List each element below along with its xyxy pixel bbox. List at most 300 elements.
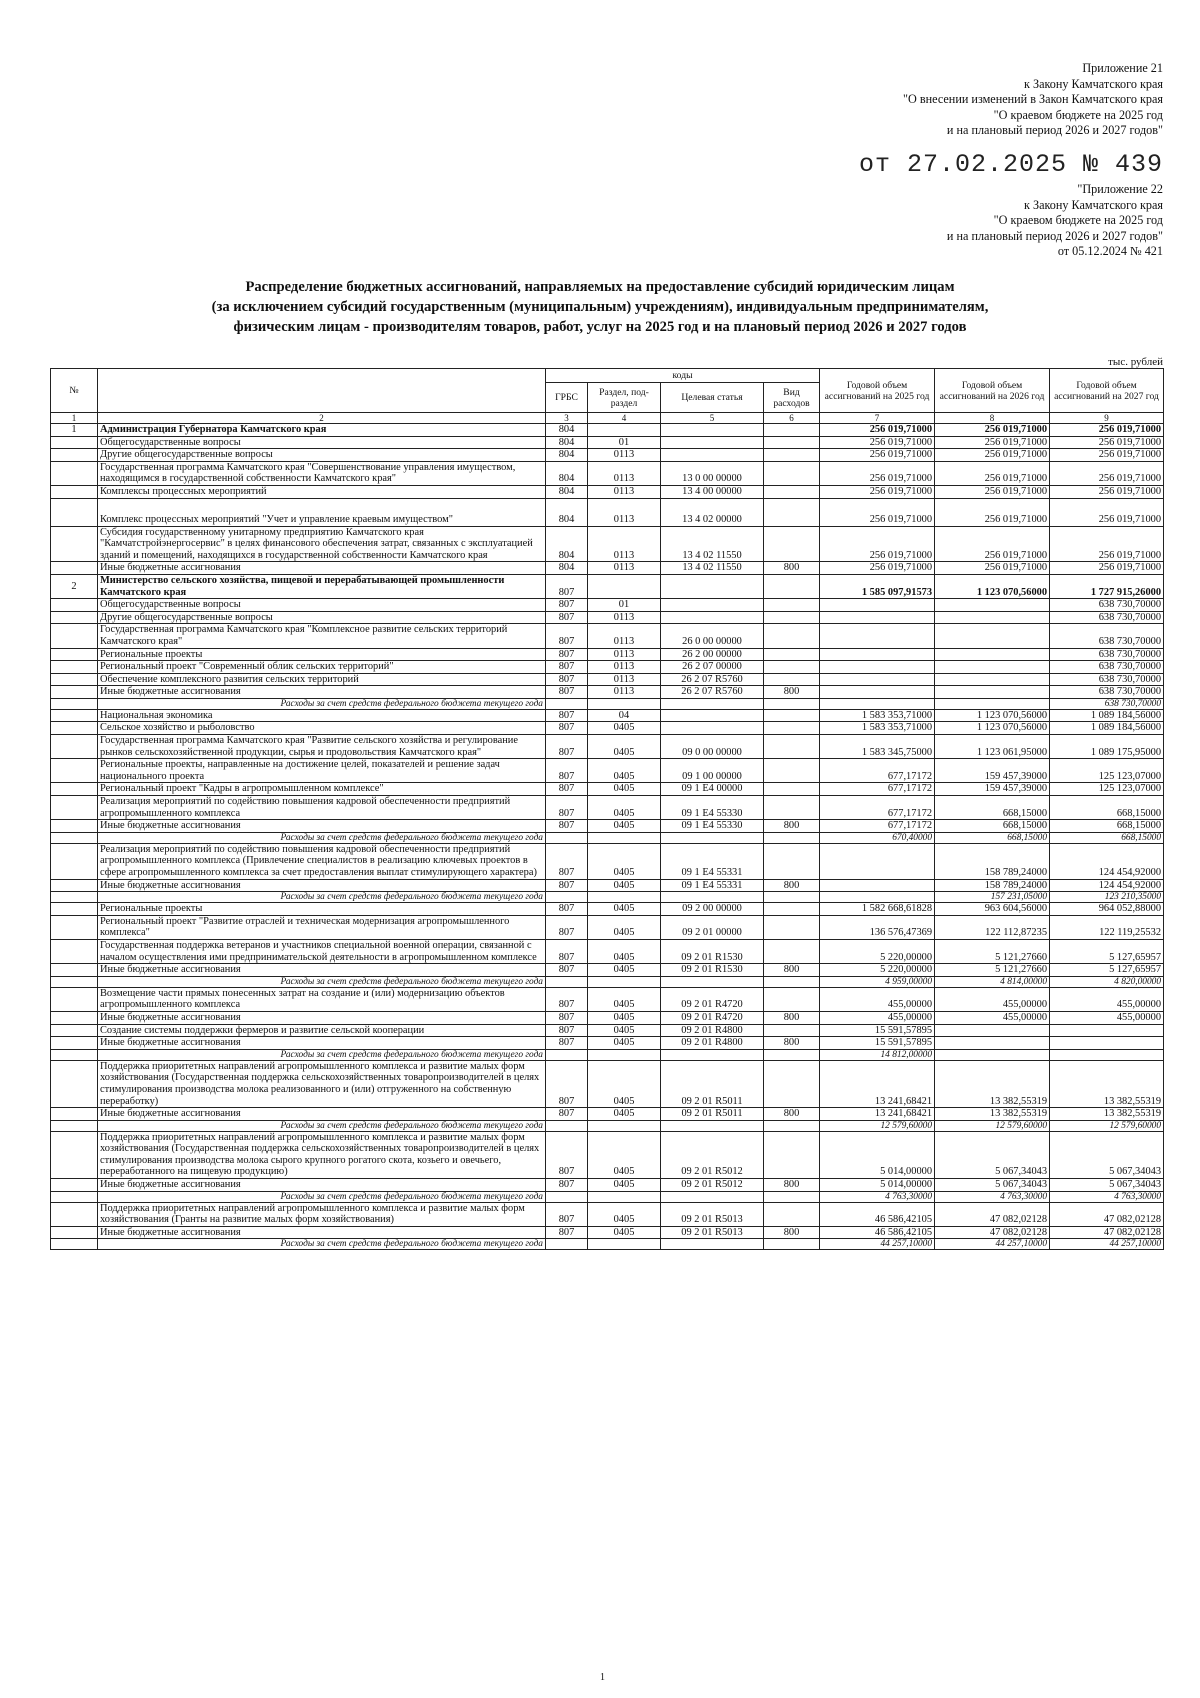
row-expense-type: 800 (764, 1011, 820, 1024)
row-section: 0405 (588, 843, 661, 879)
row-expense-type (764, 832, 820, 843)
row-target-article: 26 2 07 00000 (661, 661, 764, 674)
row-section (588, 976, 661, 987)
row-section: 0405 (588, 1037, 661, 1050)
row-target-article (661, 424, 764, 437)
table-row (51, 449, 1164, 462)
row-grbs: 807 (546, 661, 588, 674)
table-row (51, 1179, 1164, 1192)
row-amount-2025: 5 220,00000 (820, 964, 935, 977)
row-expense-type (764, 574, 820, 598)
row-grbs (546, 1120, 588, 1131)
row-grbs: 804 (546, 461, 588, 485)
row-target-article (661, 599, 764, 612)
row-amount-2027 (1050, 1037, 1164, 1050)
col-target-header: Целевая статья (661, 383, 764, 413)
title-line: физическим лицам - производителям товаров, работ, услуг на 2025 год и на плановый период 2026 и 2027 годов (233, 319, 967, 335)
row-amount-2027: 5 067,34043 (1050, 1131, 1164, 1178)
row-amount-2026: 47 082,02128 (935, 1202, 1050, 1226)
row-number: 1 (51, 424, 98, 437)
row-number (51, 1037, 98, 1050)
row-amount-2026: 1 123 061,95000 (935, 735, 1050, 759)
row-amount-2025: 15 591,57895 (820, 1037, 935, 1050)
appendix-line: Приложение 21 (1082, 61, 1163, 75)
column-number: 7 (820, 413, 935, 424)
row-amount-2025: 13 241,68421 (820, 1108, 935, 1121)
row-amount-2026 (935, 648, 1050, 661)
row-section (588, 1191, 661, 1202)
row-section: 0405 (588, 987, 661, 1011)
prev-appendix-line: от 05.12.2024 № 421 (1057, 244, 1163, 259)
appendix-line: и на плановый период 2026 и 2027 годов" (946, 123, 1163, 138)
row-target-article: 09 2 01 R4720 (661, 987, 764, 1011)
row-expense-type (764, 722, 820, 735)
row-section: 0405 (588, 1060, 661, 1107)
table-row (51, 1011, 1164, 1024)
table-row (51, 686, 1164, 699)
row-amount-2027: 964 052,88000 (1050, 903, 1164, 916)
row-section: 0405 (588, 796, 661, 820)
row-section: 0405 (588, 915, 661, 939)
table-row (51, 599, 1164, 612)
row-amount-2027: 122 119,25532 (1050, 915, 1164, 939)
row-section: 0113 (588, 661, 661, 674)
row-amount-2026: 668,15000 (935, 832, 1050, 843)
row-number (51, 1049, 98, 1060)
row-amount-2027: 256 019,71000 (1050, 449, 1164, 462)
row-grbs (546, 892, 588, 903)
table-row (51, 1037, 1164, 1050)
table-row (51, 436, 1164, 449)
row-target-article: 13 0 00 00000 (661, 461, 764, 485)
column-number: 4 (588, 413, 661, 424)
col-name-header (98, 369, 546, 413)
row-name: Расходы за счет средств федерального бюджета текущего года (98, 698, 546, 709)
row-amount-2026: 1 123 070,56000 (935, 709, 1050, 722)
row-expense-type (764, 498, 820, 526)
row-expense-type (764, 526, 820, 562)
table-row (51, 424, 1164, 437)
federal-budget-row (51, 698, 1164, 709)
row-number (51, 987, 98, 1011)
row-amount-2026: 5 121,27660 (935, 939, 1050, 963)
federal-budget-row (51, 1120, 1164, 1131)
row-target-article: 09 2 01 R1530 (661, 964, 764, 977)
table-row (51, 1060, 1164, 1107)
row-number (51, 843, 98, 879)
row-amount-2025: 455,00000 (820, 1011, 935, 1024)
row-amount-2025: 1 582 668,61828 (820, 903, 935, 916)
row-amount-2027: 125 123,07000 (1050, 783, 1164, 796)
row-target-article (661, 709, 764, 722)
row-grbs: 807 (546, 624, 588, 648)
row-number (51, 599, 98, 612)
table-row (51, 648, 1164, 661)
row-name: Субсидия государственному унитарному предприятию Камчатского края "Камчатстройэнергосервис" в целях финансового обеспечения затрат, связанных с эксплуатацией зданий и помещений, находящихся в государственной собственности Камчатского края (98, 526, 546, 562)
row-target-article (661, 892, 764, 903)
table-row (51, 673, 1164, 686)
row-amount-2026 (935, 1049, 1050, 1060)
row-number (51, 461, 98, 485)
row-amount-2027: 455,00000 (1050, 1011, 1164, 1024)
row-amount-2025 (820, 599, 935, 612)
column-number: 5 (661, 413, 764, 424)
prev-appendix-line: к Закону Камчатского края (1024, 197, 1163, 212)
row-name: Расходы за счет средств федерального бюджета текущего года (98, 832, 546, 843)
row-number (51, 709, 98, 722)
row-amount-2025: 4 959,00000 (820, 976, 935, 987)
row-target-article: 09 2 01 R5011 (661, 1060, 764, 1107)
row-expense-type (764, 673, 820, 686)
row-target-article: 13 4 02 11550 (661, 526, 764, 562)
row-number (51, 485, 98, 498)
table-row (51, 1131, 1164, 1178)
row-section (588, 892, 661, 903)
row-amount-2027: 47 082,02128 (1050, 1226, 1164, 1239)
row-amount-2025 (820, 661, 935, 674)
row-section (588, 698, 661, 709)
row-amount-2027: 4 820,00000 (1050, 976, 1164, 987)
row-amount-2027: 123 210,35000 (1050, 892, 1164, 903)
row-section: 0405 (588, 783, 661, 796)
row-target-article: 09 2 01 R5013 (661, 1226, 764, 1239)
row-expense-type: 800 (764, 1037, 820, 1050)
table-row (51, 485, 1164, 498)
row-amount-2027: 455,00000 (1050, 987, 1164, 1011)
page-mark: 1 (600, 1672, 605, 1683)
row-expense-type (764, 648, 820, 661)
row-amount-2026: 13 382,55319 (935, 1060, 1050, 1107)
table-row (51, 1108, 1164, 1121)
row-number (51, 796, 98, 820)
row-target-article: 09 2 01 R4720 (661, 1011, 764, 1024)
row-grbs: 807 (546, 1108, 588, 1121)
row-grbs (546, 832, 588, 843)
row-amount-2025: 256 019,71000 (820, 424, 935, 437)
table-row (51, 562, 1164, 575)
row-name: Государственная программа Камчатского края "Развитие сельского хозяйства и регулирование рынков сельскохозяйственной продукции, сырья и продовольствия Камчатского края" (98, 735, 546, 759)
row-name: Расходы за счет средств федерального бюджета текущего года (98, 976, 546, 987)
row-number (51, 1011, 98, 1024)
row-target-article: 09 2 01 R4800 (661, 1037, 764, 1050)
previous-appendix-header (947, 182, 1163, 260)
row-name: Реализация мероприятий по содействию повышения кадровой обеспеченности предприятий агропромышленного комплекса (Привлечение специалистов в реализацию ключевых проектов в сфере агропромышленного комплекса за счет предоставления выплат стимулирующего характера) (98, 843, 546, 879)
row-number (51, 698, 98, 709)
row-target-article (661, 832, 764, 843)
row-amount-2026: 455,00000 (935, 987, 1050, 1011)
row-target-article: 09 1 E4 55331 (661, 843, 764, 879)
row-number (51, 624, 98, 648)
row-number (51, 1120, 98, 1131)
row-number (51, 673, 98, 686)
row-amount-2027: 47 082,02128 (1050, 1202, 1164, 1226)
row-number (51, 526, 98, 562)
row-amount-2026: 256 019,71000 (935, 461, 1050, 485)
row-grbs (546, 1191, 588, 1202)
row-amount-2026: 256 019,71000 (935, 498, 1050, 526)
row-amount-2026 (935, 611, 1050, 624)
table-row (51, 611, 1164, 624)
row-amount-2025 (820, 611, 935, 624)
row-target-article (661, 1049, 764, 1060)
row-expense-type (764, 1120, 820, 1131)
federal-budget-row (51, 976, 1164, 987)
row-name: Поддержка приоритетных направлений агропромышленного комплекса и развитие малых форм хозяйствования (Государственная поддержка сельскохозяйственных товаропроизводителей в целях стимулирования производства молока сырого крупного рогатого скота, козьего и овечьего, переработанного на пищевую продукцию) (98, 1131, 546, 1178)
row-grbs: 804 (546, 498, 588, 526)
row-grbs: 807 (546, 611, 588, 624)
row-number (51, 436, 98, 449)
row-target-article: 26 2 07 R5760 (661, 686, 764, 699)
row-section: 0405 (588, 903, 661, 916)
row-amount-2027: 1 089 184,56000 (1050, 722, 1164, 735)
row-amount-2025: 12 579,60000 (820, 1120, 935, 1131)
column-number: 1 (51, 413, 98, 424)
row-grbs: 807 (546, 1060, 588, 1107)
row-expense-type (764, 1191, 820, 1202)
row-grbs: 807 (546, 735, 588, 759)
row-amount-2027: 256 019,71000 (1050, 485, 1164, 498)
column-number-row (51, 413, 1164, 424)
row-amount-2026: 158 789,24000 (935, 879, 1050, 892)
row-amount-2026: 256 019,71000 (935, 526, 1050, 562)
row-expense-type (764, 599, 820, 612)
row-target-article (661, 976, 764, 987)
row-grbs (546, 1239, 588, 1250)
row-name: Государственная программа Камчатского края "Комплексное развитие сельских территорий Камчатского края" (98, 624, 546, 648)
row-name: Общегосударственные вопросы (98, 599, 546, 612)
table-row (51, 879, 1164, 892)
row-amount-2026: 256 019,71000 (935, 436, 1050, 449)
row-section (588, 832, 661, 843)
row-number (51, 964, 98, 977)
row-number (51, 562, 98, 575)
row-grbs: 807 (546, 1024, 588, 1037)
row-amount-2025 (820, 624, 935, 648)
row-target-article (661, 574, 764, 598)
row-section: 0113 (588, 485, 661, 498)
federal-budget-row (51, 1239, 1164, 1250)
row-name: Государственная поддержка ветеранов и участников специальной военной операции, связанной с началом осуществления ими предпринимательской деятельности в агропромышленном комплексе (98, 939, 546, 963)
row-name: Поддержка приоритетных направлений агропромышленного комплекса и развитие малых форм хозяйствования (Государственная поддержка сельскохозяйственных товаропроизводителей в целях стимулирования производства молока реализованного и (или) отгруженного на собственную переработку) (98, 1060, 546, 1107)
row-expense-type (764, 661, 820, 674)
row-section: 0405 (588, 759, 661, 783)
row-name: Комплекс процессных мероприятий "Учет и управление краевым имуществом" (98, 498, 546, 526)
row-expense-type: 800 (764, 562, 820, 575)
row-name: Государственная программа Камчатского края "Совершенствование управления имуществом, находящимся в государственной собственности Камчатского края" (98, 461, 546, 485)
row-name: Национальная экономика (98, 709, 546, 722)
row-grbs: 807 (546, 903, 588, 916)
row-amount-2027: 5 127,65957 (1050, 964, 1164, 977)
row-expense-type: 800 (764, 1179, 820, 1192)
table-row (51, 915, 1164, 939)
row-amount-2025: 5 014,00000 (820, 1179, 935, 1192)
row-target-article: 09 2 01 00000 (661, 915, 764, 939)
row-amount-2027: 4 763,30000 (1050, 1191, 1164, 1202)
row-expense-type (764, 903, 820, 916)
row-name: Иные бюджетные ассигнования (98, 820, 546, 833)
federal-budget-row (51, 892, 1164, 903)
row-expense-type (764, 611, 820, 624)
row-amount-2025: 677,17172 (820, 759, 935, 783)
row-grbs (546, 976, 588, 987)
row-target-article (661, 1191, 764, 1202)
row-grbs: 807 (546, 1131, 588, 1178)
table-row (51, 574, 1164, 598)
units-label: тыс. рублей (1108, 356, 1163, 368)
row-name: Обеспечение комплексного развития сельских территорий (98, 673, 546, 686)
col-no-header: № (51, 369, 98, 413)
row-amount-2026: 1 123 070,56000 (935, 722, 1050, 735)
table-row (51, 722, 1164, 735)
row-target-article: 09 2 01 R1530 (661, 939, 764, 963)
row-section: 0113 (588, 498, 661, 526)
row-grbs: 807 (546, 1011, 588, 1024)
row-expense-type (764, 1239, 820, 1250)
row-name: Сельское хозяйство и рыболовство (98, 722, 546, 735)
table-row (51, 661, 1164, 674)
row-expense-type (764, 939, 820, 963)
row-number (51, 661, 98, 674)
row-amount-2026: 44 257,10000 (935, 1239, 1050, 1250)
table-row (51, 461, 1164, 485)
table-row (51, 783, 1164, 796)
row-amount-2026: 5 067,34043 (935, 1179, 1050, 1192)
row-amount-2025: 455,00000 (820, 987, 935, 1011)
row-target-article: 26 2 00 00000 (661, 648, 764, 661)
row-target-article: 26 2 07 R5760 (661, 673, 764, 686)
table-row (51, 1226, 1164, 1239)
col-grbs-header: ГРБС (546, 383, 588, 413)
row-name: Иные бюджетные ассигнования (98, 1226, 546, 1239)
appropriations-table (50, 368, 1164, 1250)
row-amount-2026 (935, 1024, 1050, 1037)
row-amount-2025: 1 583 353,71000 (820, 709, 935, 722)
row-section: 0405 (588, 735, 661, 759)
row-expense-type (764, 449, 820, 462)
row-name: Министерство сельского хозяйства, пищевой и перерабатывающей промышленности Камчатского края (98, 574, 546, 598)
row-amount-2026: 158 789,24000 (935, 843, 1050, 879)
row-amount-2027: 1 727 915,26000 (1050, 574, 1164, 598)
row-amount-2025: 1 583 353,71000 (820, 722, 935, 735)
row-section: 0405 (588, 964, 661, 977)
row-name: Иные бюджетные ассигнования (98, 1037, 546, 1050)
row-grbs: 807 (546, 673, 588, 686)
table-row (51, 964, 1164, 977)
table-row (51, 843, 1164, 879)
row-target-article: 13 4 02 00000 (661, 498, 764, 526)
row-amount-2026: 47 082,02128 (935, 1226, 1050, 1239)
row-amount-2026: 12 579,60000 (935, 1120, 1050, 1131)
row-target-article: 09 2 01 R5011 (661, 1108, 764, 1121)
row-amount-2025: 44 257,10000 (820, 1239, 935, 1250)
row-section: 0405 (588, 1011, 661, 1024)
row-grbs (546, 1049, 588, 1060)
row-target-article: 09 2 01 R5012 (661, 1131, 764, 1178)
row-grbs: 807 (546, 915, 588, 939)
row-section: 0113 (588, 449, 661, 462)
row-amount-2027: 1 089 175,95000 (1050, 735, 1164, 759)
row-target-article (661, 1120, 764, 1131)
row-name: Расходы за счет средств федерального бюджета текущего года (98, 892, 546, 903)
appendix-line: к Закону Камчатского края (1024, 76, 1163, 91)
row-amount-2027: 256 019,71000 (1050, 562, 1164, 575)
row-name: Создание системы поддержки фермеров и развитие сельской кооперации (98, 1024, 546, 1037)
row-target-article: 09 2 01 R4800 (661, 1024, 764, 1037)
col-2025-header: Годовой объем ассигнований на 2025 год (820, 369, 935, 413)
federal-budget-row (51, 1049, 1164, 1060)
row-grbs: 804 (546, 424, 588, 437)
row-section: 0405 (588, 939, 661, 963)
row-amount-2027: 13 382,55319 (1050, 1108, 1164, 1121)
row-amount-2026: 159 457,39000 (935, 783, 1050, 796)
row-amount-2026: 256 019,71000 (935, 562, 1050, 575)
row-amount-2027: 638 730,70000 (1050, 599, 1164, 612)
column-number: 8 (935, 413, 1050, 424)
row-amount-2025: 256 019,71000 (820, 526, 935, 562)
row-number (51, 832, 98, 843)
row-amount-2026: 157 231,05000 (935, 892, 1050, 903)
row-target-article: 26 0 00 00000 (661, 624, 764, 648)
row-target-article (661, 698, 764, 709)
row-grbs: 804 (546, 485, 588, 498)
row-number (51, 1108, 98, 1121)
row-amount-2025: 5 014,00000 (820, 1131, 935, 1178)
row-grbs: 807 (546, 759, 588, 783)
row-expense-type (764, 624, 820, 648)
row-amount-2027: 638 730,70000 (1050, 624, 1164, 648)
row-section: 0113 (588, 673, 661, 686)
row-amount-2027: 668,15000 (1050, 796, 1164, 820)
row-amount-2025 (820, 892, 935, 903)
row-grbs: 804 (546, 526, 588, 562)
row-amount-2025: 677,17172 (820, 796, 935, 820)
row-amount-2025 (820, 648, 935, 661)
row-section: 0405 (588, 1131, 661, 1178)
federal-budget-row (51, 1191, 1164, 1202)
row-amount-2026 (935, 698, 1050, 709)
row-section (588, 424, 661, 437)
row-amount-2027: 256 019,71000 (1050, 461, 1164, 485)
row-section: 0113 (588, 648, 661, 661)
row-section: 0405 (588, 879, 661, 892)
row-expense-type (764, 783, 820, 796)
col-2026-header: Годовой объем ассигнований на 2026 год (935, 369, 1050, 413)
document-title (80, 277, 1120, 337)
row-name: Другие общегосударственные вопросы (98, 449, 546, 462)
row-number (51, 820, 98, 833)
table-row (51, 820, 1164, 833)
row-amount-2027: 638 730,70000 (1050, 673, 1164, 686)
row-name: Реализация мероприятий по содействию повышения кадровой обеспеченности предприятий агропромышленного комплекса (98, 796, 546, 820)
row-amount-2026: 256 019,71000 (935, 424, 1050, 437)
row-amount-2026: 4 814,00000 (935, 976, 1050, 987)
row-amount-2027: 638 730,70000 (1050, 648, 1164, 661)
row-name: Поддержка приоритетных направлений агропромышленного комплекса и развитие малых форм хозяйствования (Гранты на развитие малых форм хозяйствования) (98, 1202, 546, 1226)
row-name: Иные бюджетные ассигнования (98, 1179, 546, 1192)
row-amount-2026 (935, 673, 1050, 686)
row-number (51, 1024, 98, 1037)
row-name: Региональный проект "Современный облик сельских территорий" (98, 661, 546, 674)
row-number (51, 1226, 98, 1239)
row-number (51, 735, 98, 759)
row-number (51, 611, 98, 624)
appendix-line: "О краевом бюджете на 2025 год (993, 107, 1163, 122)
row-name: Региональный проект "Кадры в агропромышленном комплексе" (98, 783, 546, 796)
row-number (51, 1179, 98, 1192)
row-section: 0405 (588, 722, 661, 735)
row-amount-2026: 13 382,55319 (935, 1108, 1050, 1121)
row-expense-type (764, 915, 820, 939)
